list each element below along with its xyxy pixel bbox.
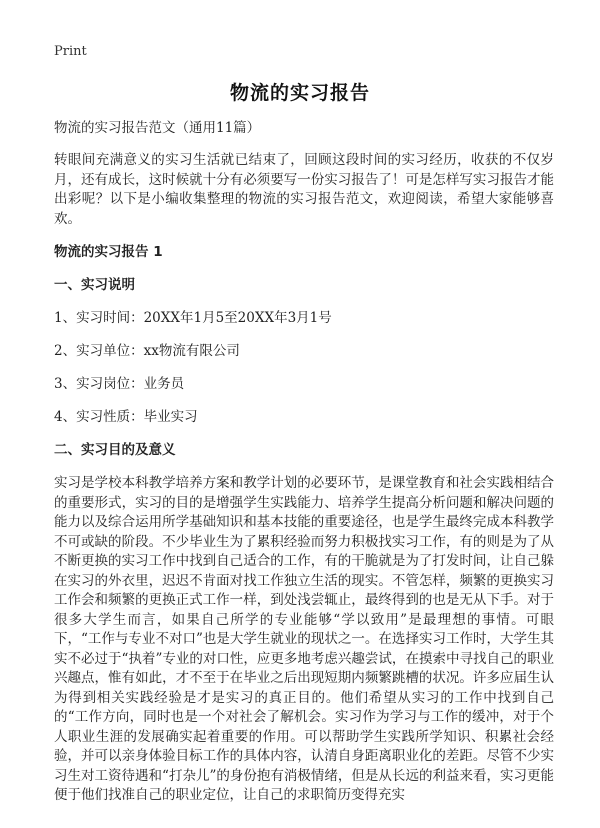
document-subtitle: 物流的实习报告范文（通用11篇） — [54, 120, 261, 136]
info-item-company: 2、实习单位：xx物流有限公司 — [54, 343, 240, 359]
section-heading-internship-info: 一、实习说明 — [54, 277, 135, 293]
report-heading: 物流的实习报告 1 — [54, 244, 163, 260]
print-link[interactable]: Print — [54, 44, 87, 59]
info-item-time: 1、实习时间：20XX年1月5至20XX年3月1号 — [54, 310, 332, 326]
intro-paragraph: 转眼间充满意义的实习生活就已结束了，回顾这段时间的实习经历，收获的不仅岁月，还有成长，这时候就十分有必须要写一份实习报告了！可是怎样写实习报告才能出彩呢？以下是小编收集整理的物流的实习报告范文，欢迎阅读，希望大家能够喜欢。 — [54, 152, 554, 227]
document-body — [54, 118, 554, 806]
info-item-position: 3、实习岗位：业务员 — [54, 376, 185, 392]
info-item-nature: 4、实习性质：毕业实习 — [54, 409, 198, 425]
page-title: 物流的实习报告 — [229, 82, 370, 104]
purpose-paragraph: 实习是学校本科教学培养方案和教学计划的必要环节，是课堂教育和社会实践相结合的重要形式，实习的目的是增强学生实践能力、培养学生提高分析问题和解决问题的能力以及综合运用所学基础知识和基本技能的重要途径，也是学生最终完成本科教学不可或缺的阶段。不少毕业生为了累积经验而努力积极找实习工作，有的则是为了从不断更换的实习工作中找到自己适合的工作，有的干脆就是为了打发时间，让自己躲在实习的外衣里，迟迟不肯面对找工作独立生活的现实。不管怎样，频繁的更换实习工作会和频繁的更换正式工作一样，到处浅尝辄止，最终得到的也是无从下手。对于很多大学生而言，如果自己所学的专业能够“学以致用”是最理想的事情。可眼下，“工作与专业不对口”也是大学生就业的现状之一。在选择实习工作时，大学生其实不必过于“执着”专业的对口性，应更多地考虑兴趣尝试，在摸索中寻找自己的职业兴趣点，惟有如此，才不至于在毕业之后出现短期内频繁跳槽的状况。许多应届生认为得到相关实践经验是才是实习的真正目的。他们希望从实习的工作中找到自己的“工作方向，同时也是一个对社会了解机会。实习作为学习与工作的缓冲，对于个人职业生涯的发展确实起着重要的作用。可以帮助学生实践所学知识、积累社会经验，并可以亲身体验目标工作的具体内容，认清自身距离职业化的差距。尽管不少实习生对工资待遇和“打杂儿”的身份抱有消极情绪，但是从长远的利益来看，实习更能便于他们找准自己的职业定位，让自己的求职简历变得充实 — [54, 475, 554, 803]
section-heading-purpose: 二、实习目的及意义 — [54, 442, 176, 458]
